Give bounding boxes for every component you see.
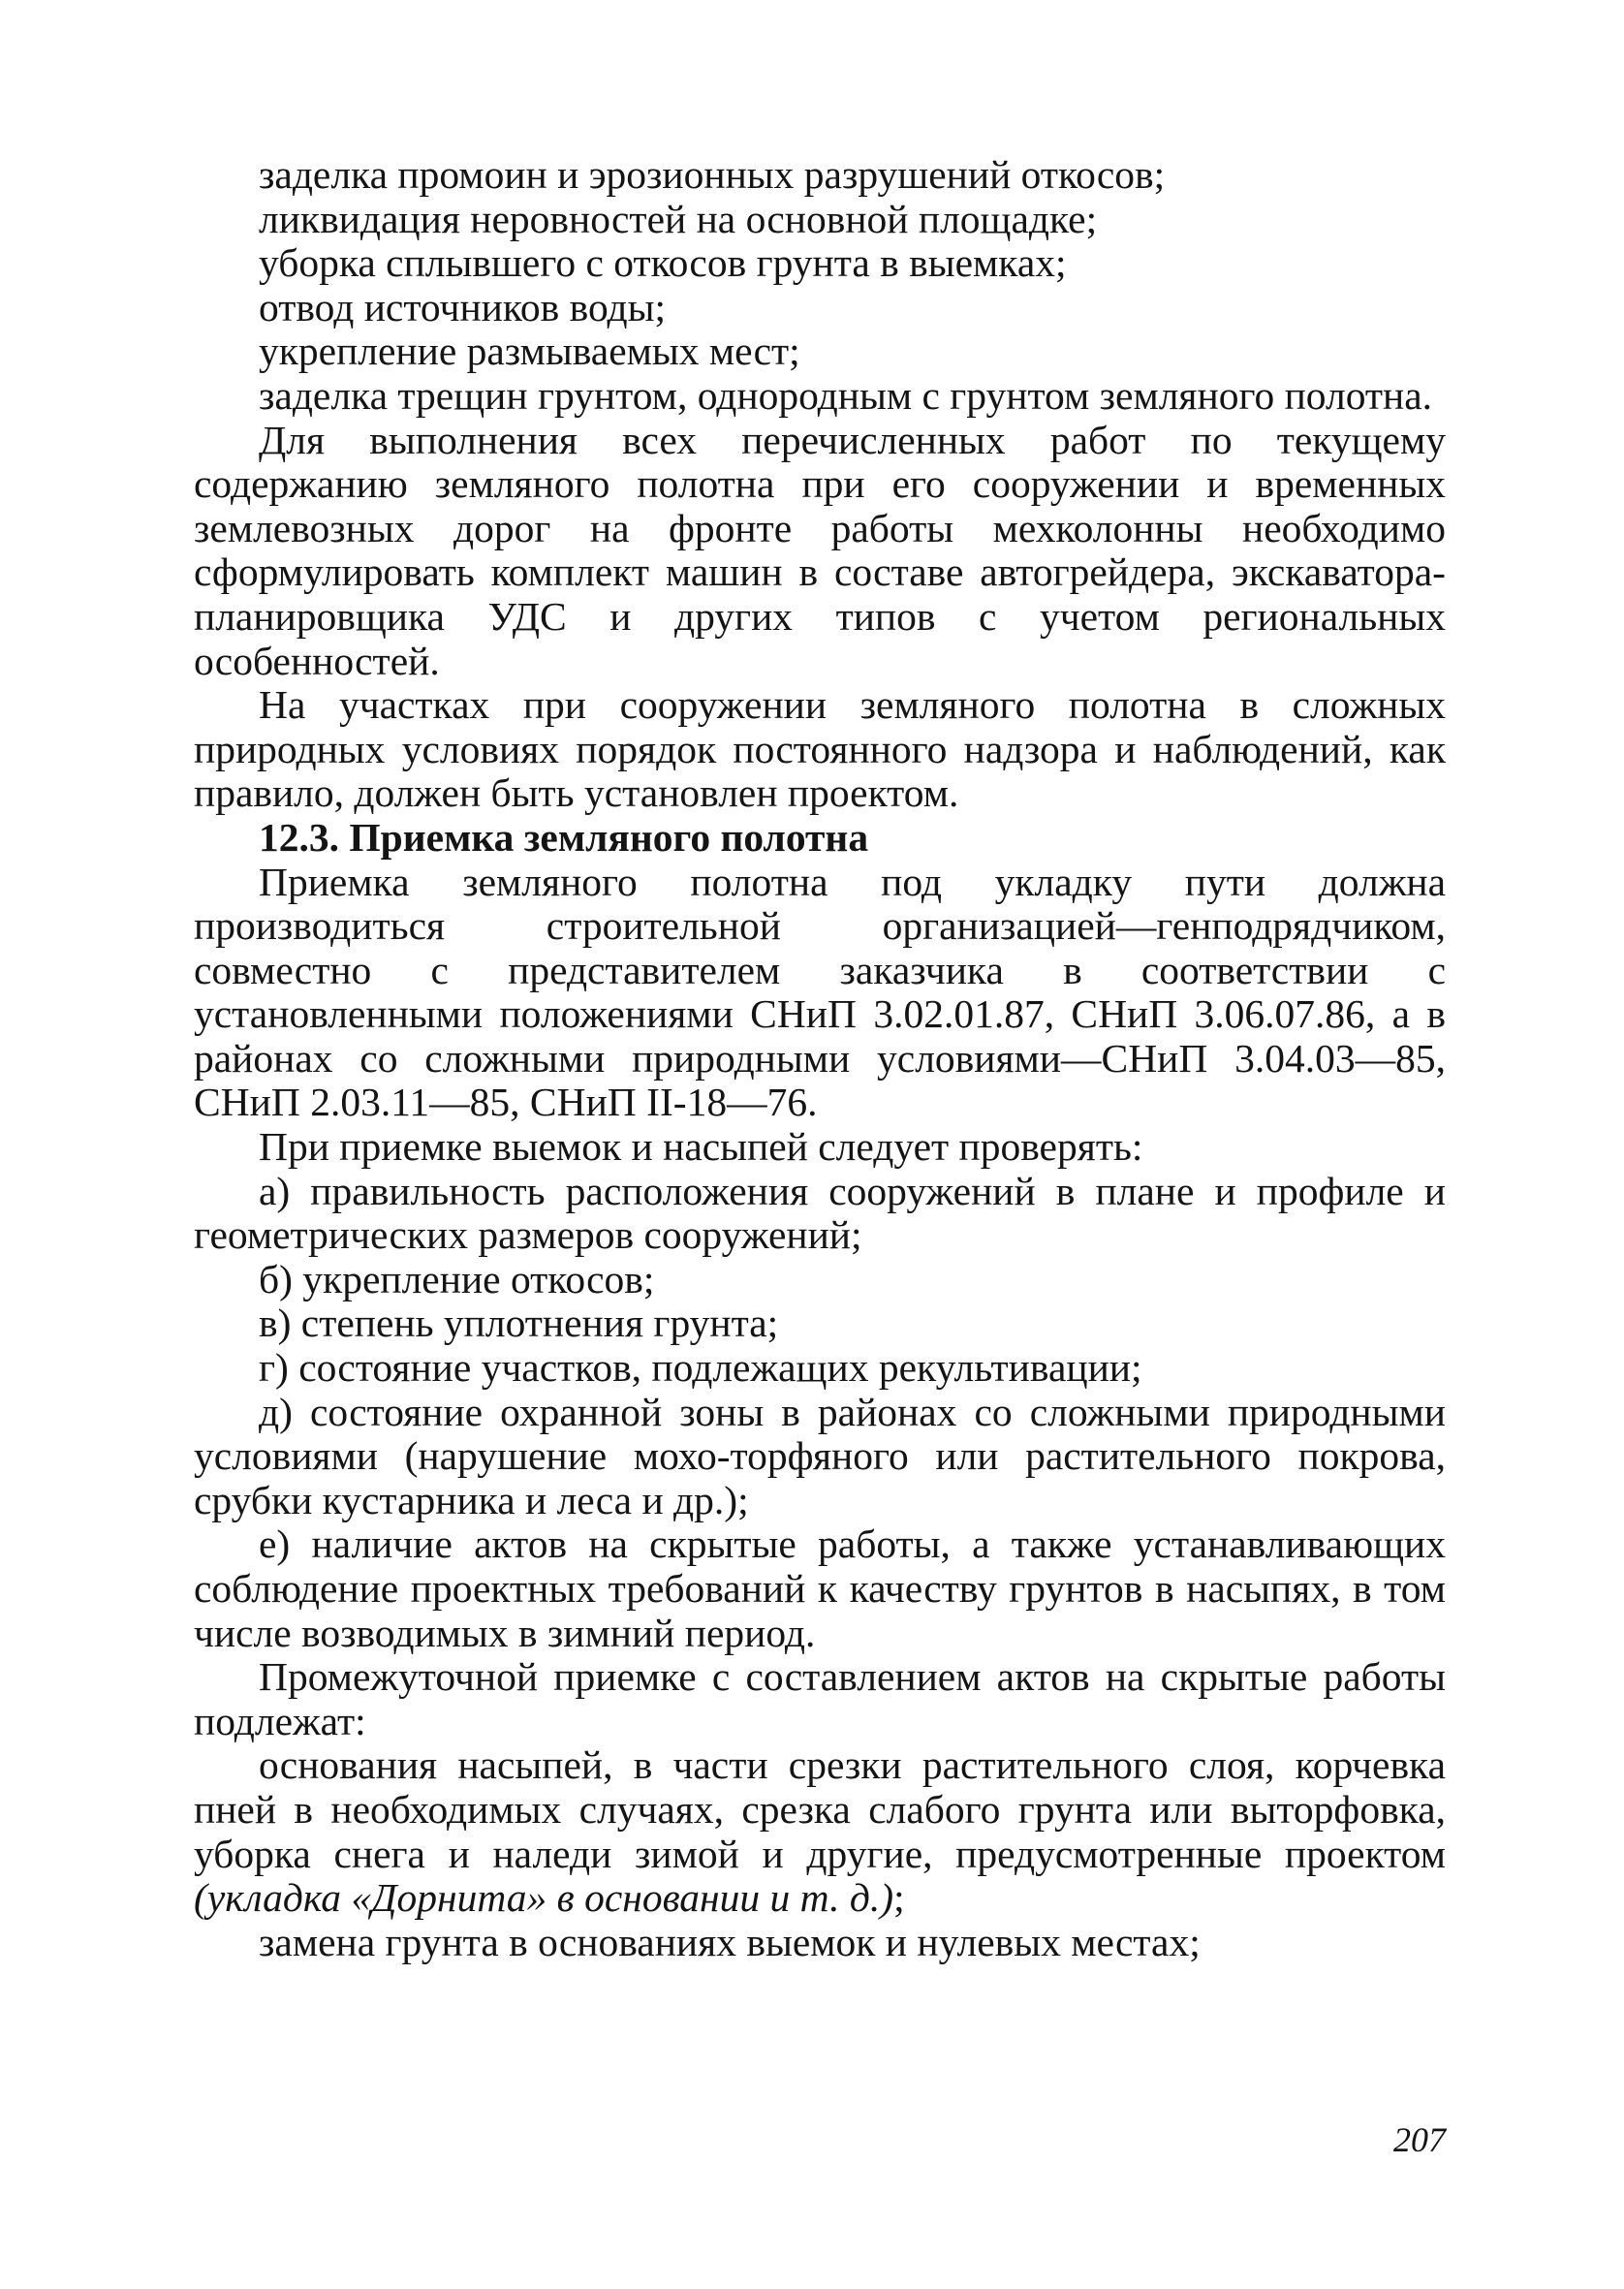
list-item: уборка сплывшего с откосов грунта в выемках;: [259, 240, 1067, 286]
paragraph-bases: [194, 1743, 1446, 1920]
check-item-b: б) укрепление откосов;: [259, 1256, 655, 1301]
list-item: заделка промоин и эрозионных разрушений откосов;: [259, 152, 1166, 197]
check-item-d: д) состояние охранной зоны в районах со сложными природными условиями (нарушение мохо-торфяного или растительного покрова, срубки кустарника и леса и др.);: [194, 1389, 1446, 1522]
bases-text: основания насыпей, в части срезки растительного слоя, корчевка пней в необходимых случаях, срезка слабого грунта или выторфовка, уборка снега и наледи зимой и другие, предусмотренные проектом: [194, 1742, 1446, 1876]
paragraph-intermediate: Промежуточной приемке с составлением актов на скрытые работы подлежат:: [194, 1654, 1446, 1743]
paragraph-acceptance: Приемка земляного полотна под укладку пути должна производиться строительной организацией—генподрядчиком, совместно с представителем заказчика в соответствии с установленными положениями СНиП 3.02.01.87, СНиП 3.06.07.86, а в районах со сложными природными условиями—СНиП 3.04.03—85, СНиП 2.03.11—85, СНиП II-18—76.: [194, 859, 1446, 1125]
check-item-e: е) наличие актов на скрытые работы, а также устанавливающих соблюдение проектных требований к качеству грунтов в насыпях, в том числе возводимых в зимний период.: [194, 1521, 1446, 1655]
page-number: 207: [1393, 2120, 1446, 2159]
list-item: укрепление размываемых мест;: [259, 329, 800, 374]
paragraph-sites: На участках при сооружении земляного полотна в сложных природных условиях порядок постоянного надзора и наблюдений, как правило, должен быть установлен проектом.: [194, 682, 1446, 816]
check-item-v: в) степень уплотнения грунта;: [259, 1301, 779, 1346]
list-item: отвод источников воды;: [259, 284, 667, 329]
section-heading: 12.3. Приемка земляного полотна: [259, 814, 869, 860]
paragraph-replacement: замена грунта в основаниях выемок и нулевых местах;: [259, 1919, 1201, 1964]
check-item-a: а) правильность расположения сооружений в плане и профиле и геометрических размеров сооружений;: [194, 1168, 1446, 1258]
bases-italic-note: (укладка «Дорнита» в основании и т. д.): [194, 1875, 894, 1921]
bases-end: ;: [893, 1875, 905, 1921]
list-item: заделка трещин грунтом, однородным с грунтом земляного полотна.: [259, 372, 1433, 418]
paragraph-works: Для выполнения всех перечисленных работ по текущему содержанию земляного полотна при его сооружении и временных землевозных дорог на фронте работы мехколонны необходимо сформулировать комплект машин в составе автогрейдера, экскаватора-планировщика УДС и других типов с учетом региональных особенностей.: [194, 417, 1446, 683]
check-item-g: г) состояние участков, подлежащих рекультивации;: [259, 1345, 1142, 1391]
paragraph-check-intro: При приемке выемок и насыпей следует проверять:: [259, 1124, 1143, 1170]
body-text: [194, 153, 1446, 1964]
list-item: ликвидация неровностей на основной площадке;: [259, 196, 1098, 241]
